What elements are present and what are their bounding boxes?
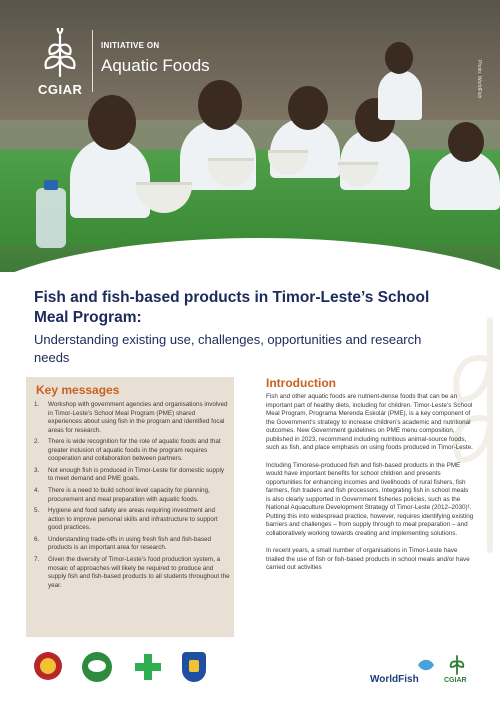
item-text: Workshop with government agencies and organisations involved in Timor-Leste’s School Meal Program (PME) shared experiences about using fish in the program and identified focal areas for research. — [48, 401, 228, 434]
item-number: 6. — [34, 535, 40, 543]
cgiar-footer-text: CGIAR — [444, 677, 467, 684]
child-head — [288, 86, 328, 130]
child-head — [198, 80, 242, 130]
item-number: 3. — [34, 466, 40, 474]
key-messages-box — [26, 377, 234, 637]
list-item — [34, 536, 230, 553]
child-shirt — [378, 70, 422, 120]
child-head — [385, 42, 413, 74]
initiative-label: INITIATIVE ON — [101, 41, 160, 50]
document-subtitle: Understanding existing use, challenges, opportunities and research needs — [34, 332, 422, 365]
introduction-body — [266, 393, 474, 582]
introduction-heading: Introduction — [266, 376, 336, 390]
fisheries-ministry-logo — [82, 652, 112, 682]
photo-credit: Photo: WorldFish — [476, 60, 482, 99]
item-text: There is a need to build school level capacity for planning, procurement and meal preparation with aquatic foods. — [48, 487, 210, 503]
list-item — [34, 401, 230, 435]
list-item — [34, 507, 230, 533]
initiative-name: Aquatic Foods — [101, 56, 210, 75]
child-head — [448, 122, 484, 162]
intro-paragraph: In recent years, a small number of organisations in Timor-Leste have trialled the use of fish or fish-based products in school meals and/or have carried out activities — [266, 547, 470, 571]
list-item — [34, 487, 230, 504]
item-text: Given the diversity of Timor-Leste’s food production system, a mosaic of approaches will likely be required to produce and supply fish and fish-based products to all students throughout the year. — [48, 556, 230, 589]
fish-icon — [416, 656, 436, 674]
education-ministry-logo — [182, 652, 206, 682]
bottle-cap — [44, 180, 58, 190]
item-number: 7. — [34, 556, 40, 564]
item-text: There is wide recognition for the role of aquatic foods and that greater inclusion of aquatic foods in the program requires cooperation and collaboration between partners. — [48, 438, 221, 463]
header-divider — [92, 30, 93, 92]
list-item — [34, 556, 230, 590]
item-number: 1. — [34, 401, 40, 408]
item-text: Understanding trade-offs in using fresh fish and fish-based products is an important area for research. — [48, 535, 211, 552]
worldfish-icon — [416, 656, 436, 674]
intro-paragraph: Fish and other aquatic foods are nutrient-dense foods that can be an important part of healthy diets, including for children. Timor-Leste’s School Meal Program, Programa Merenda Eskolár (PME), is a key component of the Government’s strategy to increase children’s academic and nutritional outcomes. New Government guidelines on PME menu composition, published in 2023, recommend including nutritious animal-source foods, such as fish, and place emphasis on using foods produced in Timor-Leste. — [266, 393, 473, 451]
item-text: Hygiene and food safety are areas requiring investment and action to improve personal skills and infrastructure to support good practices. — [48, 507, 218, 532]
item-text: Not enough fish is produced in Timor-Leste for domestic supply to meet demand and PME goals. — [48, 466, 225, 483]
cgiar-footer-wheat-icon — [446, 654, 468, 676]
child-head — [88, 95, 136, 150]
item-number: 5. — [34, 507, 40, 515]
government-seal-logo — [34, 652, 62, 680]
key-messages-heading: Key messages — [36, 383, 120, 397]
item-number: 4. — [34, 487, 40, 495]
item-number: 2. — [34, 438, 40, 446]
document-title: Fish and fish-based products in Timor-Leste’s School Meal Program: — [34, 289, 430, 326]
list-item — [34, 438, 230, 464]
hero-photo — [0, 0, 500, 272]
health-ministry-logo — [135, 654, 161, 680]
cgiar-logo-text: CGIAR — [38, 82, 83, 97]
water-bottle — [36, 188, 66, 248]
intro-paragraph: Including Timorese-produced fish and fish-based products in the PME would have important benefits for school children and presents opportunities for enhancing incomes and livelihoods of rural fishers, fish farmers, fish traders and fish processors. Integrating fish in school meals is also clearly supported in Government fisheries policies, such as the National Aquaculture Development Strategy of Timor-Leste (2012–2030)¹. Putting this into widespread practice, however, requires identifying existing barriers and challenges – from supply through to meal preparation – and collaboratively working towards creating and implementing solutions. — [266, 461, 474, 537]
worldfish-logo-text: WorldFish — [370, 674, 419, 685]
child-shirt — [70, 138, 150, 218]
list-item — [34, 467, 230, 484]
key-messages-list — [34, 401, 230, 593]
